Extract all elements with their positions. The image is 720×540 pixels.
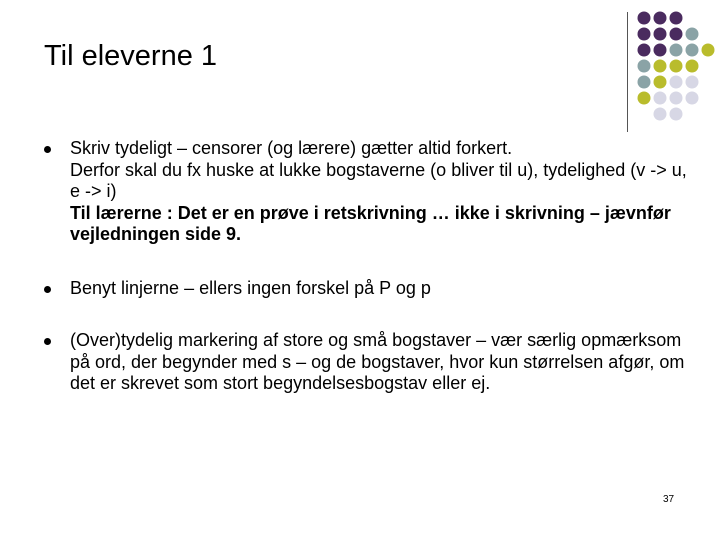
bullet-text: Derfor skal du fx huske at lukke bogstaverne (o bliver til u), tydelighed (v -> u, e -> i) bbox=[70, 159, 687, 201]
bullet-item bbox=[44, 138, 694, 246]
bullet-text: Benyt linjerne – ellers ingen forskel på P og p bbox=[70, 277, 431, 298]
decorative-dot bbox=[670, 92, 683, 105]
bullet-list bbox=[44, 138, 694, 395]
decorative-dot bbox=[686, 92, 699, 105]
bullet-bold-text: Til lærerne : Det er en prøve i retskrivning … ikke i skrivning – jævnfør vejledningen side 9. bbox=[70, 202, 671, 244]
page-number: 37 bbox=[663, 494, 675, 505]
decorative-dot bbox=[686, 44, 699, 57]
decorative-dot bbox=[670, 108, 683, 121]
decorative-dot bbox=[654, 76, 667, 89]
slide-title: Til eleverne 1 bbox=[44, 40, 218, 72]
bullet-text: Skriv tydeligt – censorer (og lærere) gætter altid forkert. bbox=[70, 138, 513, 158]
decorative-dot bbox=[670, 76, 683, 89]
decorative-dot bbox=[654, 108, 667, 121]
bullet-item bbox=[44, 278, 694, 300]
decorative-dot bbox=[686, 60, 699, 73]
decorative-dot bbox=[670, 28, 683, 41]
decorative-dot bbox=[670, 12, 683, 25]
bullet-item bbox=[44, 330, 694, 395]
bullet-dot-icon bbox=[44, 146, 51, 153]
decorative-dot bbox=[654, 12, 667, 25]
decorative-dot bbox=[686, 76, 699, 89]
bullet-dot-icon bbox=[44, 286, 51, 293]
decorative-dot bbox=[654, 60, 667, 73]
decorative-dot bbox=[638, 76, 651, 89]
decorative-dot bbox=[654, 44, 667, 57]
decorative-dot bbox=[638, 60, 651, 73]
decorative-dot bbox=[670, 60, 683, 73]
decorative-dot-grid bbox=[0, 0, 720, 140]
decorative-dot bbox=[638, 12, 651, 25]
bullet-dot-icon bbox=[44, 338, 51, 345]
decorative-dot bbox=[686, 28, 699, 41]
decorative-dot bbox=[638, 92, 651, 105]
decorative-dot bbox=[654, 92, 667, 105]
decorative-dot bbox=[654, 28, 667, 41]
decorative-dot bbox=[670, 44, 683, 57]
decorative-dot bbox=[702, 44, 715, 57]
bullet-text: (Over)tydelig markering af store og små bogstaver – vær særlig opmærksom på ord, der begynder med s – og de bogstaver, hvor kun størrelsen afgør, om det er skrevet som stort begyndelsesbogstav eller ej. bbox=[70, 330, 685, 393]
decorative-dot bbox=[638, 44, 651, 57]
decorative-dot bbox=[638, 28, 651, 41]
